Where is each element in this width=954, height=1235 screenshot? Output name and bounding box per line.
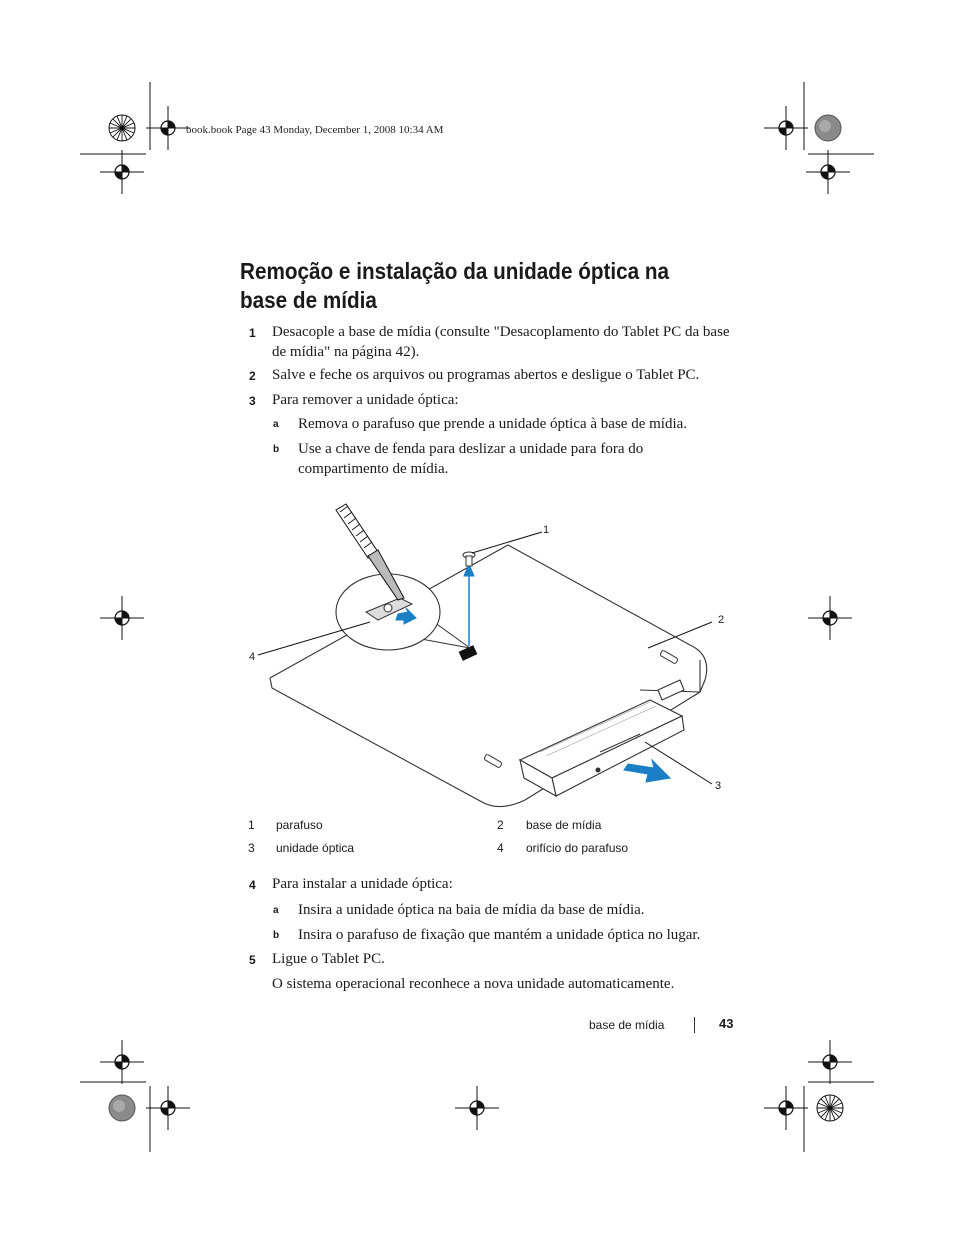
- step-number: 4: [249, 878, 256, 892]
- substep-text: Remova o parafuso que prende a unidade óptica à base de mídia.: [298, 416, 688, 432]
- sunburst-mark: [817, 1095, 843, 1121]
- registration-target-mark: [100, 596, 144, 640]
- callout-label: 4: [249, 651, 256, 663]
- registration-target-mark: [146, 106, 190, 150]
- page-number: 43: [719, 1016, 734, 1031]
- page-title: Remoção e instalação da unidade óptica na base de mídia: [240, 258, 670, 313]
- footer-divider: [694, 1017, 695, 1033]
- step-number: 2: [249, 369, 256, 383]
- substep-letter: b: [273, 930, 280, 941]
- legend-label: base de mídia: [526, 818, 602, 832]
- grey-dot-mark: [109, 1095, 135, 1121]
- footer-section: base de mídia: [589, 1018, 665, 1032]
- callout-label: 2: [718, 614, 725, 626]
- substep-letter: a: [273, 905, 279, 916]
- registration-target-mark: [146, 1086, 190, 1130]
- step-number: 5: [249, 953, 256, 967]
- legend-label: orifício do parafuso: [526, 841, 629, 855]
- substep-text: Insira a unidade óptica na baia de mídia da base de mídia.: [298, 902, 645, 918]
- substep-letter: a: [273, 419, 279, 430]
- step-text: Para remover a unidade óptica:: [272, 392, 459, 408]
- legend-label: unidade óptica: [276, 841, 355, 855]
- registration-target-mark: [806, 150, 850, 194]
- step-text: Desacople a base de mídia (consulte "Desacoplamento do Tablet PC da base de mídia" na página 42).: [272, 324, 730, 360]
- closing-text: O sistema operacional reconhece a nova unidade automaticamente.: [272, 976, 675, 992]
- registration-target-mark: [100, 1040, 144, 1084]
- print-header-note: book.book Page 43 Monday, December 1, 2008 10:34 AM: [186, 124, 444, 136]
- step-text: Para instalar a unidade óptica:: [272, 876, 453, 892]
- registration-target-mark: [100, 150, 144, 194]
- legend-label: parafuso: [276, 818, 323, 832]
- step-number: 1: [249, 326, 256, 340]
- substep-letter: b: [273, 444, 280, 455]
- legend-number: 3: [248, 841, 255, 855]
- substep-text: Insira o parafuso de fixação que mantém a unidade óptica no lugar.: [298, 927, 701, 943]
- registration-target-mark: [764, 106, 808, 150]
- step-text: Salve e feche os arquivos ou programas abertos e desligue o Tablet PC.: [272, 367, 700, 383]
- registration-target-mark: [808, 1040, 852, 1084]
- legend-number: 4: [497, 841, 504, 855]
- substep-text: Use a chave de fenda para deslizar a unidade para fora do compartimento de mídia.: [298, 441, 644, 477]
- callout-label: 1: [543, 524, 550, 536]
- step-text: Ligue o Tablet PC.: [272, 951, 385, 967]
- legend-number: 2: [497, 818, 504, 832]
- registration-target-mark: [764, 1086, 808, 1130]
- legend-number: 1: [248, 818, 255, 832]
- callout-label: 3: [715, 780, 722, 792]
- registration-target-mark: [455, 1086, 499, 1130]
- registration-target-mark: [808, 596, 852, 640]
- sunburst-mark: [109, 115, 135, 141]
- step-number: 3: [249, 394, 256, 408]
- grey-dot-mark: [815, 115, 841, 141]
